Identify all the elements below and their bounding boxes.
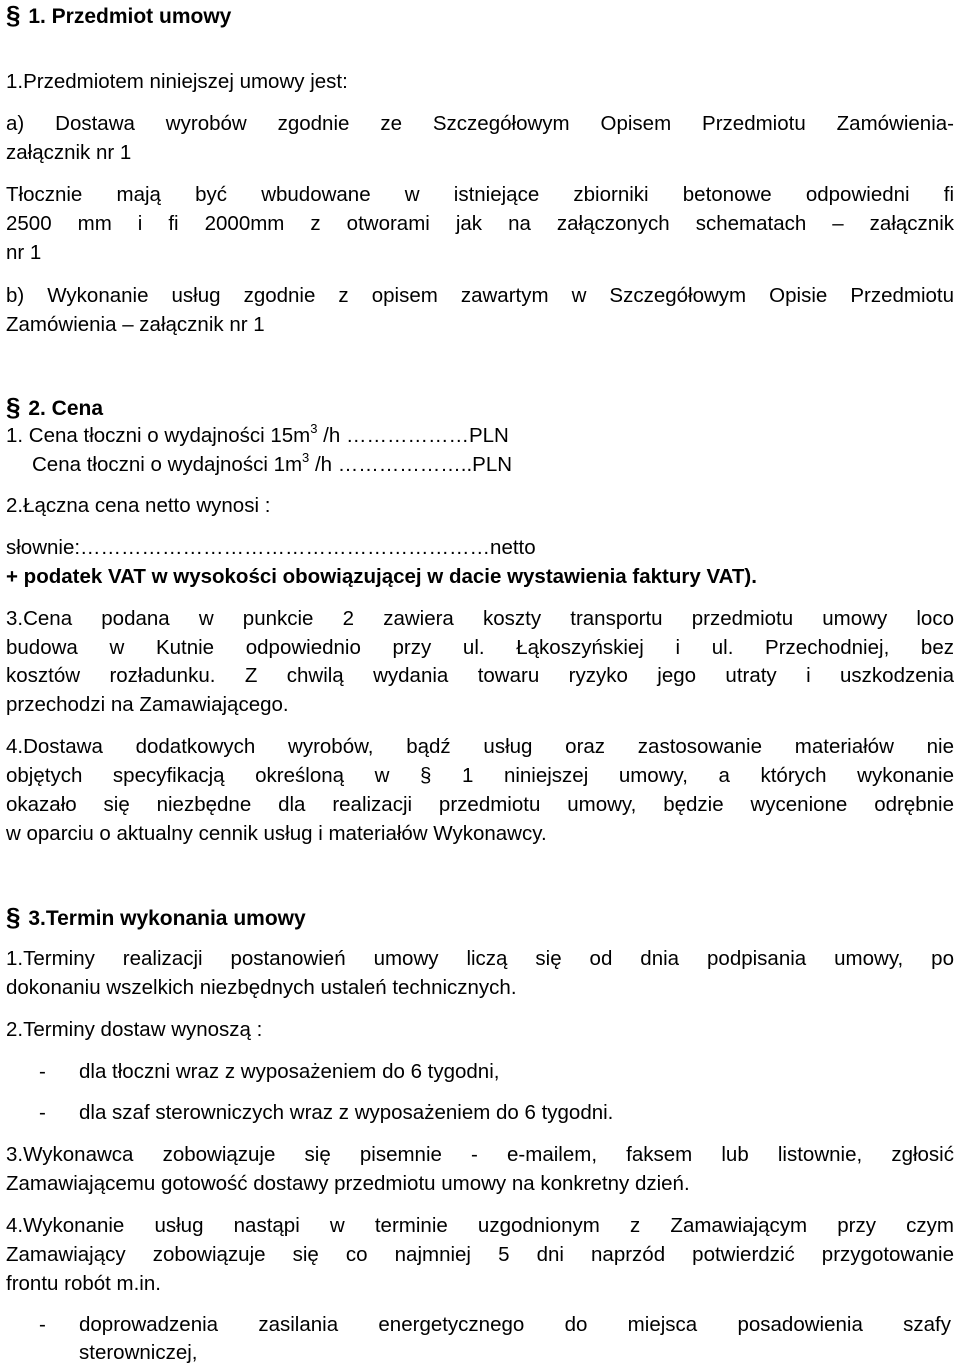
s1-item-a-line1: a) Dostawa wyrobów zgodnie ze Szczegółowym Opisem Przedmiotu Zamówienia- xyxy=(6,112,954,135)
s2-in-words: słownie:……………………………………………………netto xyxy=(6,536,536,559)
s2-price-15m3: 1. Cena tłoczni o wydajności $15m^3$ /h ………………PLN xyxy=(6,421,509,447)
list-dash: - xyxy=(39,1060,46,1083)
s2-p4-line3: okazało się niezbędne dla realizacji przedmiotu umowy, będzie wycenione odrębnie xyxy=(6,793,954,816)
paragraph-sign: § xyxy=(6,902,21,932)
s3-p1-line1: 1.Terminy realizacji postanowień umowy liczą się od dnia podpisania umowy, po xyxy=(6,947,954,970)
paragraph-sign: § xyxy=(6,0,21,30)
s2-p3-line4: przechodzi na Zamawiającego. xyxy=(6,693,289,716)
s3-list-item-2: - dla szaf sterowniczych wraz z wyposażeniem do 6 tygodni. xyxy=(39,1099,613,1127)
s1-tloczne-line3: nr 1 xyxy=(6,241,42,264)
section-1-title: 1. Przedmiot umowy xyxy=(28,5,232,28)
s2-p4-line1: 4.Dostawa dodatkowych wyrobów, bądź usług oraz zastosowanie materiałów nie xyxy=(6,735,954,758)
s2-p3-line3: kosztów rozładunku. Z chwilą wydania towaru ryzyko jego utraty i uszkodzenia xyxy=(6,664,954,687)
s2-p4-line4: w oparciu o aktualny cennik usług i materiałów Wykonawcy. xyxy=(6,822,547,845)
s2-vat-note: + podatek VAT w wysokości obowiązującej w dacie wystawienia faktury VAT). xyxy=(6,565,757,588)
section-3-title: 3.Termin wykonania umowy xyxy=(28,907,306,930)
s2-p3-line2: budowa w Kutnie odpowiednio przy ul. Łąkoszyńskiej i ul. Przechodniej, bez xyxy=(6,636,954,659)
paragraph-sign: § xyxy=(6,392,21,422)
s2-price-1m3: Cena tłoczni o wydajności $1m^3$ /h ………………..PLN xyxy=(32,450,513,476)
s3-p1-line2: dokonaniu wszelkich niezbędnych ustaleń technicznych. xyxy=(6,976,517,999)
s2-total-net: 2.Łączna cena netto wynosi : xyxy=(6,494,271,517)
s1-tloczne-line2: 2500 mm i fi 2000mm z otworami jak na załączonych schematach – załącznik xyxy=(6,212,954,235)
s3-p3-line1: 3.Wykonawca zobowiązuje się pisemnie - e-mailem, faksem lub listownie, zgłosić xyxy=(6,1143,954,1166)
s3-list-item-3-cont: sterowniczej, xyxy=(79,1341,198,1364)
s2-p3-line1: 3.Cena podana w punkcie 2 zawiera koszty transportu przedmiotu umowy loco xyxy=(6,607,954,630)
s3-list-item-1: - dla tłoczni wraz z wyposażeniem do 6 tygodni, xyxy=(39,1058,499,1086)
s3-p4-line3: frontu robót m.in. xyxy=(6,1272,161,1295)
section-1-heading xyxy=(6,0,231,28)
section-2-title: 2. Cena xyxy=(28,397,104,420)
s3-p4-line2: Zamawiający zobowiązuje się co najmniej 5 dni naprzód potwierdzić przygotowanie xyxy=(6,1243,954,1266)
s1-intro: 1.Przedmiotem niniejszej umowy jest: xyxy=(6,70,348,93)
s1-item-b-line2: Zamówienia – załącznik nr 1 xyxy=(6,313,265,336)
s1-item-b-line1: b) Wykonanie usług zgodnie z opisem zawartym w Szczegółowym Opisie Przedmiotu xyxy=(6,284,954,307)
s1-item-a-line2: załącznik nr 1 xyxy=(6,141,132,164)
section-2-heading xyxy=(6,392,103,420)
s3-p3-line2: Zamawiającemu gotowość dostawy przedmiotu umowy na konkretny dzień. xyxy=(6,1172,690,1195)
list-dash: - xyxy=(39,1101,46,1124)
s3-p2: 2.Terminy dostaw wynoszą : xyxy=(6,1018,263,1041)
list-dash: - xyxy=(39,1313,46,1336)
s3-p4-line1: 4.Wykonanie usług nastąpi w terminie uzgodnionym z Zamawiającym przy czym xyxy=(6,1214,954,1237)
s1-tloczne-line1: Tłocznie mają być wbudowane w istniejące zbiorniki betonowe odpowiedni fi xyxy=(6,183,954,206)
s2-p4-line2: objętych specyfikacją określoną w § 1 niniejszej umowy, a których wykonanie xyxy=(6,764,954,787)
section-3-heading xyxy=(6,902,306,930)
s3-list-item-3: - doprowadzenia zasilania energetycznego do miejsca posadowienia szafy xyxy=(39,1311,954,1339)
